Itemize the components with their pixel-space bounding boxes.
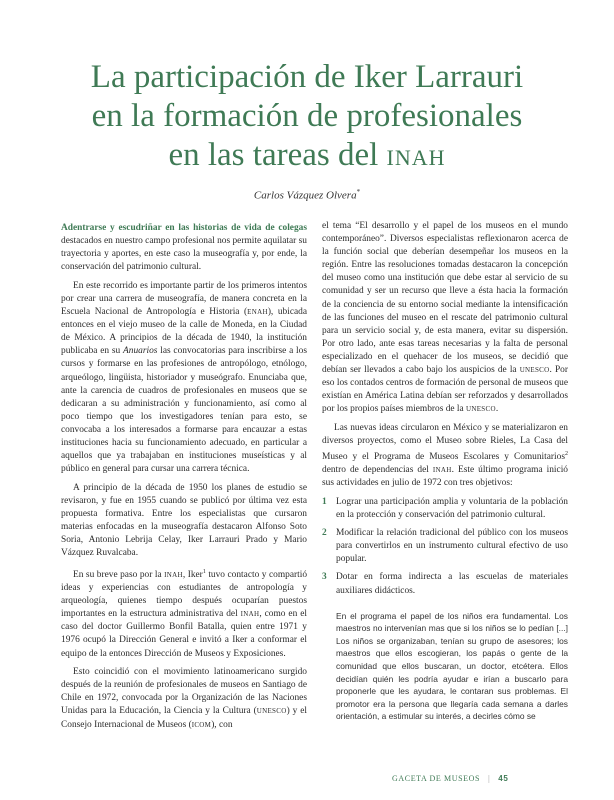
author-footnote-mark: * bbox=[356, 188, 361, 196]
paragraph-7: Las nuevas ideas circularon en México y se materializaron en diversos proyectos, como el Museo sobre Rieles, La Casa del Museo y el Programa de Museos Escolares y Comunitarios$^2$ dentro de dependencias del INAH. Este último programa inició sus actividades en julio de 1972 con tres objetivos: bbox=[322, 422, 568, 489]
paragraph-6: el tema “El desarrollo y el papel de los museos en el mundo contemporáneo”. Diversos especialistas reflexionaron acerca de la función social que deberían desempeñar los museos en la región. Entre las resoluciones tomadas destacaron la concepción del museo como una institución que debe estar al servicio de su comunidad y ser un recurso que lleve a ésta hacia la formación de la conciencia de su entorno social mediante la intensificación de las funciones del museo en el rescate del patrimonio cultural para un servicio social y, de esta manera, evitar su dispersión. Por otro lado, ante esas tareas necesarias y la falta de personal especializado en el quehacer de los museos, se decidió que debían ser llevados a cabo bajo los auspicios de la UNESCO. Por eso los contados centros de formación de personal de museos que existían en América Latina debían ser reforzados y desarrollados por los propios países miembros de la UNESCO. bbox=[322, 221, 568, 415]
footnote-ref-1: 1 bbox=[202, 568, 206, 575]
paragraph-3: A principio de la década de 1950 los planes de estudio se revisaron, y fue en 1955 cuando se publicó por última vez esta propuesta formativa. Entre los especialistas que cursaron materias enfocadas en la museografía destacaron Alfonso Soto Soria, Antonio Lebrija Celay, Iker Larrauri Prado y Mario Vázquez Ruvalcaba. bbox=[61, 482, 307, 559]
paragraph-2: En este recorrido es importante partir de los primeros intentos por crear una carrera de museografía, de manera concreta en la Escuela Nacional de Antropología e Historia (ENAH), ubicada entonces en el viejo museo de la calle de Moneda, en la Ciudad de México. A principios de la década de 1940, la institución publicaba en su Anuarios las convocatorias para inscribirse a los cursos y formarse en las profesiones de antropólogo, etnólogo, arqueólogo, lingüista, historiador y museógrafo. Enunciaba que, ante la carencia de cuadros de profesionales en museos que se dedicaran a su administración y funcionamiento, así como al poco tiempo que los investigadores tenían para esto, se convocaba a los interesados a formarse para encauzar a estas instituciones hacia su funcionamiento adecuado, en particular a aquellos que ya trabajaban en instituciones museísticas y al público en general para cursar una carrera técnica. bbox=[61, 280, 307, 475]
inah-acronym: INAH bbox=[386, 145, 446, 170]
list-number: 1 bbox=[322, 497, 327, 507]
paragraph-5: Esto coincidió con el movimiento latinoamericano surgido después de la reunión de profesionales de museos en Santiago de Chile en 1972, convocada por la Organización de las Naciones Unidas para la Educación, la Ciencia y la Cultura (UNESCO) y el Consejo Internacional de Museos (ICOM), con bbox=[61, 667, 307, 730]
right-column bbox=[322, 220, 568, 723]
author-name: Carlos Vázquez Olvera bbox=[253, 189, 357, 202]
publication-name: GACETA DE MUSEOS bbox=[392, 774, 481, 783]
article-title bbox=[0, 58, 614, 177]
footnote-ref-2: 2 bbox=[565, 451, 568, 458]
left-column bbox=[61, 222, 307, 737]
list-item: 1 Lograr una participación amplia y voluntaria de la población en la protección y conservación del patrimonio cultural. bbox=[322, 496, 568, 522]
paragraph-1: Adentrarse y escudriñar en las historias de vida de colegas destacados en nuestro campo profesional nos permite aquilatar su trayectoria y aportes, en este caso la museografía y, por ende, la conservación del patrimonio cultural. bbox=[61, 223, 307, 273]
block-quote: En el programa el papel de los niños era fundamental. Los maestros no intervenían mas que si los niños se lo pedían [...] Los niños se organizaban, tenían su grupo de asesores; los maestros que ellos escogieran, los papás o gente de la comunidad que ellos buscaran, un doctor, etcétera. Ellos decidían quién les podría ayudar e irían a buscarlo para proponerle que les ayudara, le contaran sus problemas. El promotor era la persona que llegaría cada semana a darles orientación, a estimular su interés, a decirles cómo se bbox=[336, 610, 568, 722]
objectives-list bbox=[322, 496, 568, 598]
list-number: 2 bbox=[322, 528, 327, 539]
title-line-3: en las tareas del INAH bbox=[168, 137, 446, 173]
lead-in: Adentrarse y escudriñar en las historias de vida de colegas bbox=[61, 223, 307, 233]
list-item: 3 Dotar en forma indirecta a las escuelas de materiales auxiliares didácticos. bbox=[322, 571, 568, 597]
title-line-2: en la formación de profesionales bbox=[91, 98, 523, 134]
list-number: 3 bbox=[322, 572, 327, 583]
author-byline bbox=[0, 188, 614, 202]
page-footer bbox=[392, 774, 508, 783]
title-line-1: La participación de Iker Larrauri bbox=[90, 59, 524, 95]
paragraph-4: En su breve paso por la INAH, Iker$^1$ tuvo contacto y compartió ideas y experiencias con estudiantes de antropología y arqueología, quienes tiempo después ocuparían puestos importantes en la estructura administrativa del INAH, como en el caso del doctor Guillermo Bonfil Batalla, quien entre 1971 y 1976 ocupó la Dirección General e invitó a Iker a conformar el equipo de la entonces Dirección de Museos y Exposiciones. bbox=[61, 568, 308, 659]
footer-separator: | bbox=[488, 774, 491, 783]
list-item: 2 Modificar la relación tradicional del público con los museos para convertirlos en un instrumento cultural efectivo de uso popular. bbox=[322, 527, 568, 566]
page-number: 45 bbox=[498, 774, 509, 783]
